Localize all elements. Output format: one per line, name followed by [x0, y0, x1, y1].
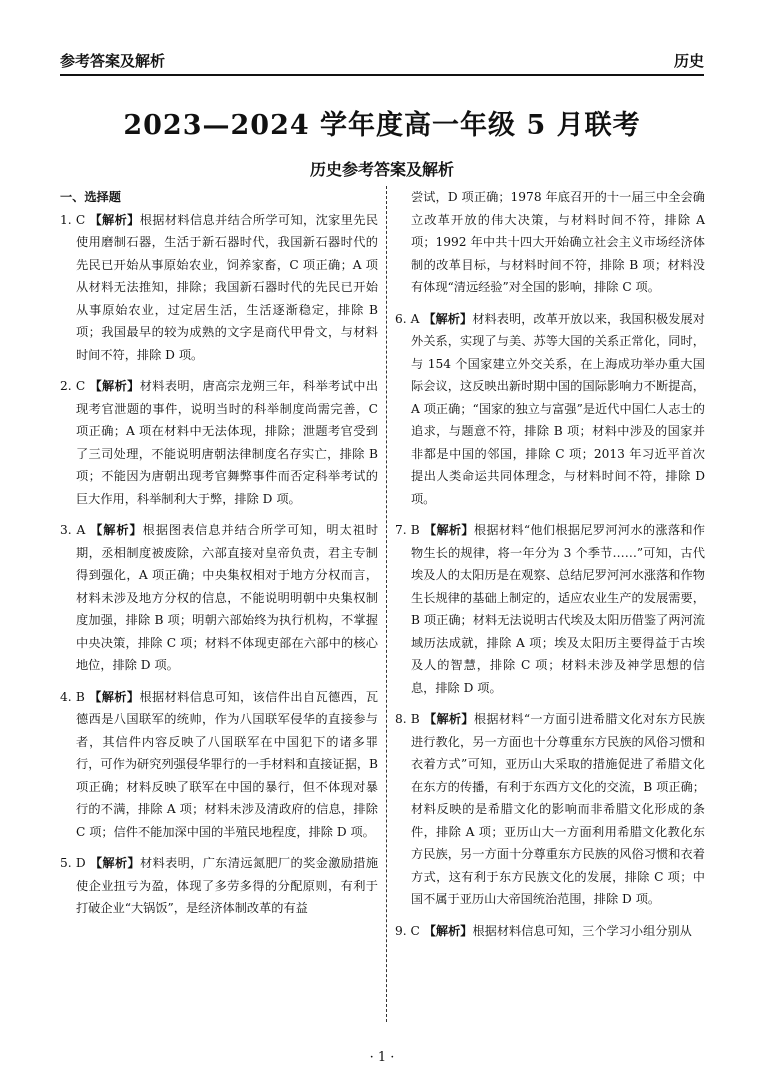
analysis-tag: 【解析】 [423, 311, 473, 326]
answer-explanation: 材料表明，改革开放以来，我国积极发展对外关系，实现了与美、苏等大国的关系正常化，同时，与 154 个国家建立外交关系，在上海成功举办重大国际会议，这反映出新时期中国的国际影响力不断提高，A 项正确；“国家的独立与富强”是近代中国仁人志士的追求，与题意不符，排除 B 项；材料中涉及的国家并非都是中国的邻国，排除 C 项；2013 年习近平首次提出人类命运共同体理念，与材料时间不符，排除 D 项。 [411, 311, 705, 506]
analysis-tag: 【解析】 [89, 212, 140, 227]
answer-explanation: 根据材料信息可知，该信件出自瓦德西，瓦德西是八国联军的统帅，作为八国联军侵华的直接参与者，其信件内容反映了八国联军在中国犯下的诸多罪行，可作为研究列强侵华罪行的一手材料和直接证据，B 项正确；材料反映了联军在中国的暴行，但不体现对暴行的不满，排除 A 项；材料未涉及清政府的信息，排除 C 项；信件不能加深中国的半殖民地程度，排除 D 项。 [76, 689, 379, 839]
page-number: · 1 · [369, 1050, 395, 1065]
answer-item [395, 519, 705, 699]
answer-number: 3. A [60, 523, 86, 537]
answer-item [60, 686, 378, 844]
answer-number: 7. B [395, 523, 420, 537]
analysis-tag: 【解析】 [90, 523, 143, 537]
document-title: 2023—2024 学年度高一年级 5 月联考 [123, 110, 641, 141]
answer-item [60, 375, 378, 510]
answer-explanation: 根据材料信息可知，三个学习小组分别从 [472, 923, 692, 938]
answer-item [60, 852, 378, 920]
answer-number: 6. A [395, 311, 420, 326]
answer-explanation: 材料表明，唐高宗龙朔三年，科举考试中出现考官泄题的事件，说明当时的科举制度尚需完善，C 项正确；A 项在材料中无法体现，排除；泄题考官受到了三司处理，不能说明唐朝法律制度名存实亡，排除 B 项；不能因为唐朝出现考官舞弊事件而否定科举考试的巨大作用，科举制利大于弊，排除 D 项。 [76, 379, 379, 506]
answer-number: 4. B [60, 689, 85, 704]
left-column [60, 186, 378, 929]
answer-number: 5. D [60, 856, 86, 870]
header-subject: 历史 [673, 52, 704, 70]
analysis-tag: 【解析】 [423, 923, 473, 938]
answer-number: 8. B [395, 712, 420, 726]
answer-number: 1. C [60, 212, 86, 227]
answer-explanation: 材料表明，广东清远氮肥厂的奖金激励措施使企业扭亏为盈，体现了多劳多得的分配原则，有利于打破企业“大锅饭”，是经济体制改革的有益 [76, 856, 379, 915]
answer-item [395, 920, 705, 943]
document-subtitle: 历史参考答案及解析 [309, 160, 454, 179]
right-column [395, 186, 705, 951]
column-divider [386, 186, 387, 1022]
analysis-tag: 【解析】 [89, 379, 140, 393]
answer-explanation: 根据图表信息并结合所学可知，明太祖时期，丞相制度被废除，六部直接对皇帝负责，君主专制得到强化，A 项正确；中央集权相对于地方分权而言，材料未涉及地方分权的信息，不能说明明朝中央集权制度加强，排除 B 项；明朝六部始终为执行机构，不掌握中央决策，排除 C 项；材料不体现吏部在六部中的核心地位，排除 D 项。 [76, 523, 379, 672]
analysis-tag: 【解析】 [89, 856, 141, 870]
analysis-tag: 【解析】 [423, 712, 474, 726]
answer-number: 9. C [395, 923, 420, 938]
answer-explanation: 根据材料“一方面引进希腊文化对东方民族进行教化，另一方面也十分尊重东方民族的风俗习惯和衣着方式”可知，亚历山大采取的措施促进了希腊文化在东方的传播，有利于东西方文化的交流，B 项正确；材料反映的是希腊文化的影响而非希腊文化形成的条件，排除 A 项；亚历山大一方面利用希腊文化教化东方民族，另一方面十分尊重东方民族的风俗习惯和衣着方式，这有利于东方民族文化的发展，排除 C 项；中国不属于亚历山大帝国统治范围，排除 D 项。 [411, 712, 705, 906]
header-left: 参考答案及解析 [60, 52, 166, 70]
answer-explanation: 根据材料信息并结合所学可知，沈家里先民使用磨制石器，生活于新石器时代，我国新石器时代的先民已开始从事原始农业，饲养家畜，C 项正确；A 项从材料无法推知，排除；我国新石器时代的先民已开始从事原始农业，过定居生活，生活逐渐稳定，排除 B 项；我国最早的较为成熟的文字是商代甲骨文，与材料时间不符，排除 D 项。 [76, 212, 379, 362]
answer-explanation: 根据材料“他们根据尼罗河河水的涨落和作物生长的规律，将一年分为 3 个季节……”可知，古代埃及人的太阳历是在观察、总结尼罗河河水涨落和作物生长规律的基础上制定的，适应农业生产的发展需要，B 项正确；材料无法说明古代埃及太阳历借鉴了两河流域历法成就，排除 A 项；埃及太阳历主要得益于古埃及人的智慧，排除 C 项；材料未涉及神学思想的信息，排除 D 项。 [411, 523, 705, 695]
answer-item [60, 519, 378, 677]
analysis-tag: 【解析】 [89, 689, 140, 704]
analysis-tag: 【解析】 [423, 523, 474, 537]
answer-number: 2. C [60, 379, 86, 393]
answer-item [395, 708, 705, 911]
answer-item [60, 209, 378, 367]
right-answer-list [395, 308, 705, 943]
header-divider [60, 74, 704, 76]
continued-answer-text: 尝试，D 项正确；1978 年底召开的十一届三中全会确立改革开放的伟大决策，与材料时间不符，排除 A 项；1992 年中共十四大开始确立社会主义市场经济体制的改革目标，与材料时间不符，排除 B 项；材料没有体现“清远经验”对全国的影响，排除 C 项。 [411, 190, 705, 294]
answer-item [395, 308, 705, 511]
page-header [60, 44, 704, 72]
section-heading: 一、选择题 [60, 190, 121, 204]
left-answer-list [60, 209, 378, 920]
